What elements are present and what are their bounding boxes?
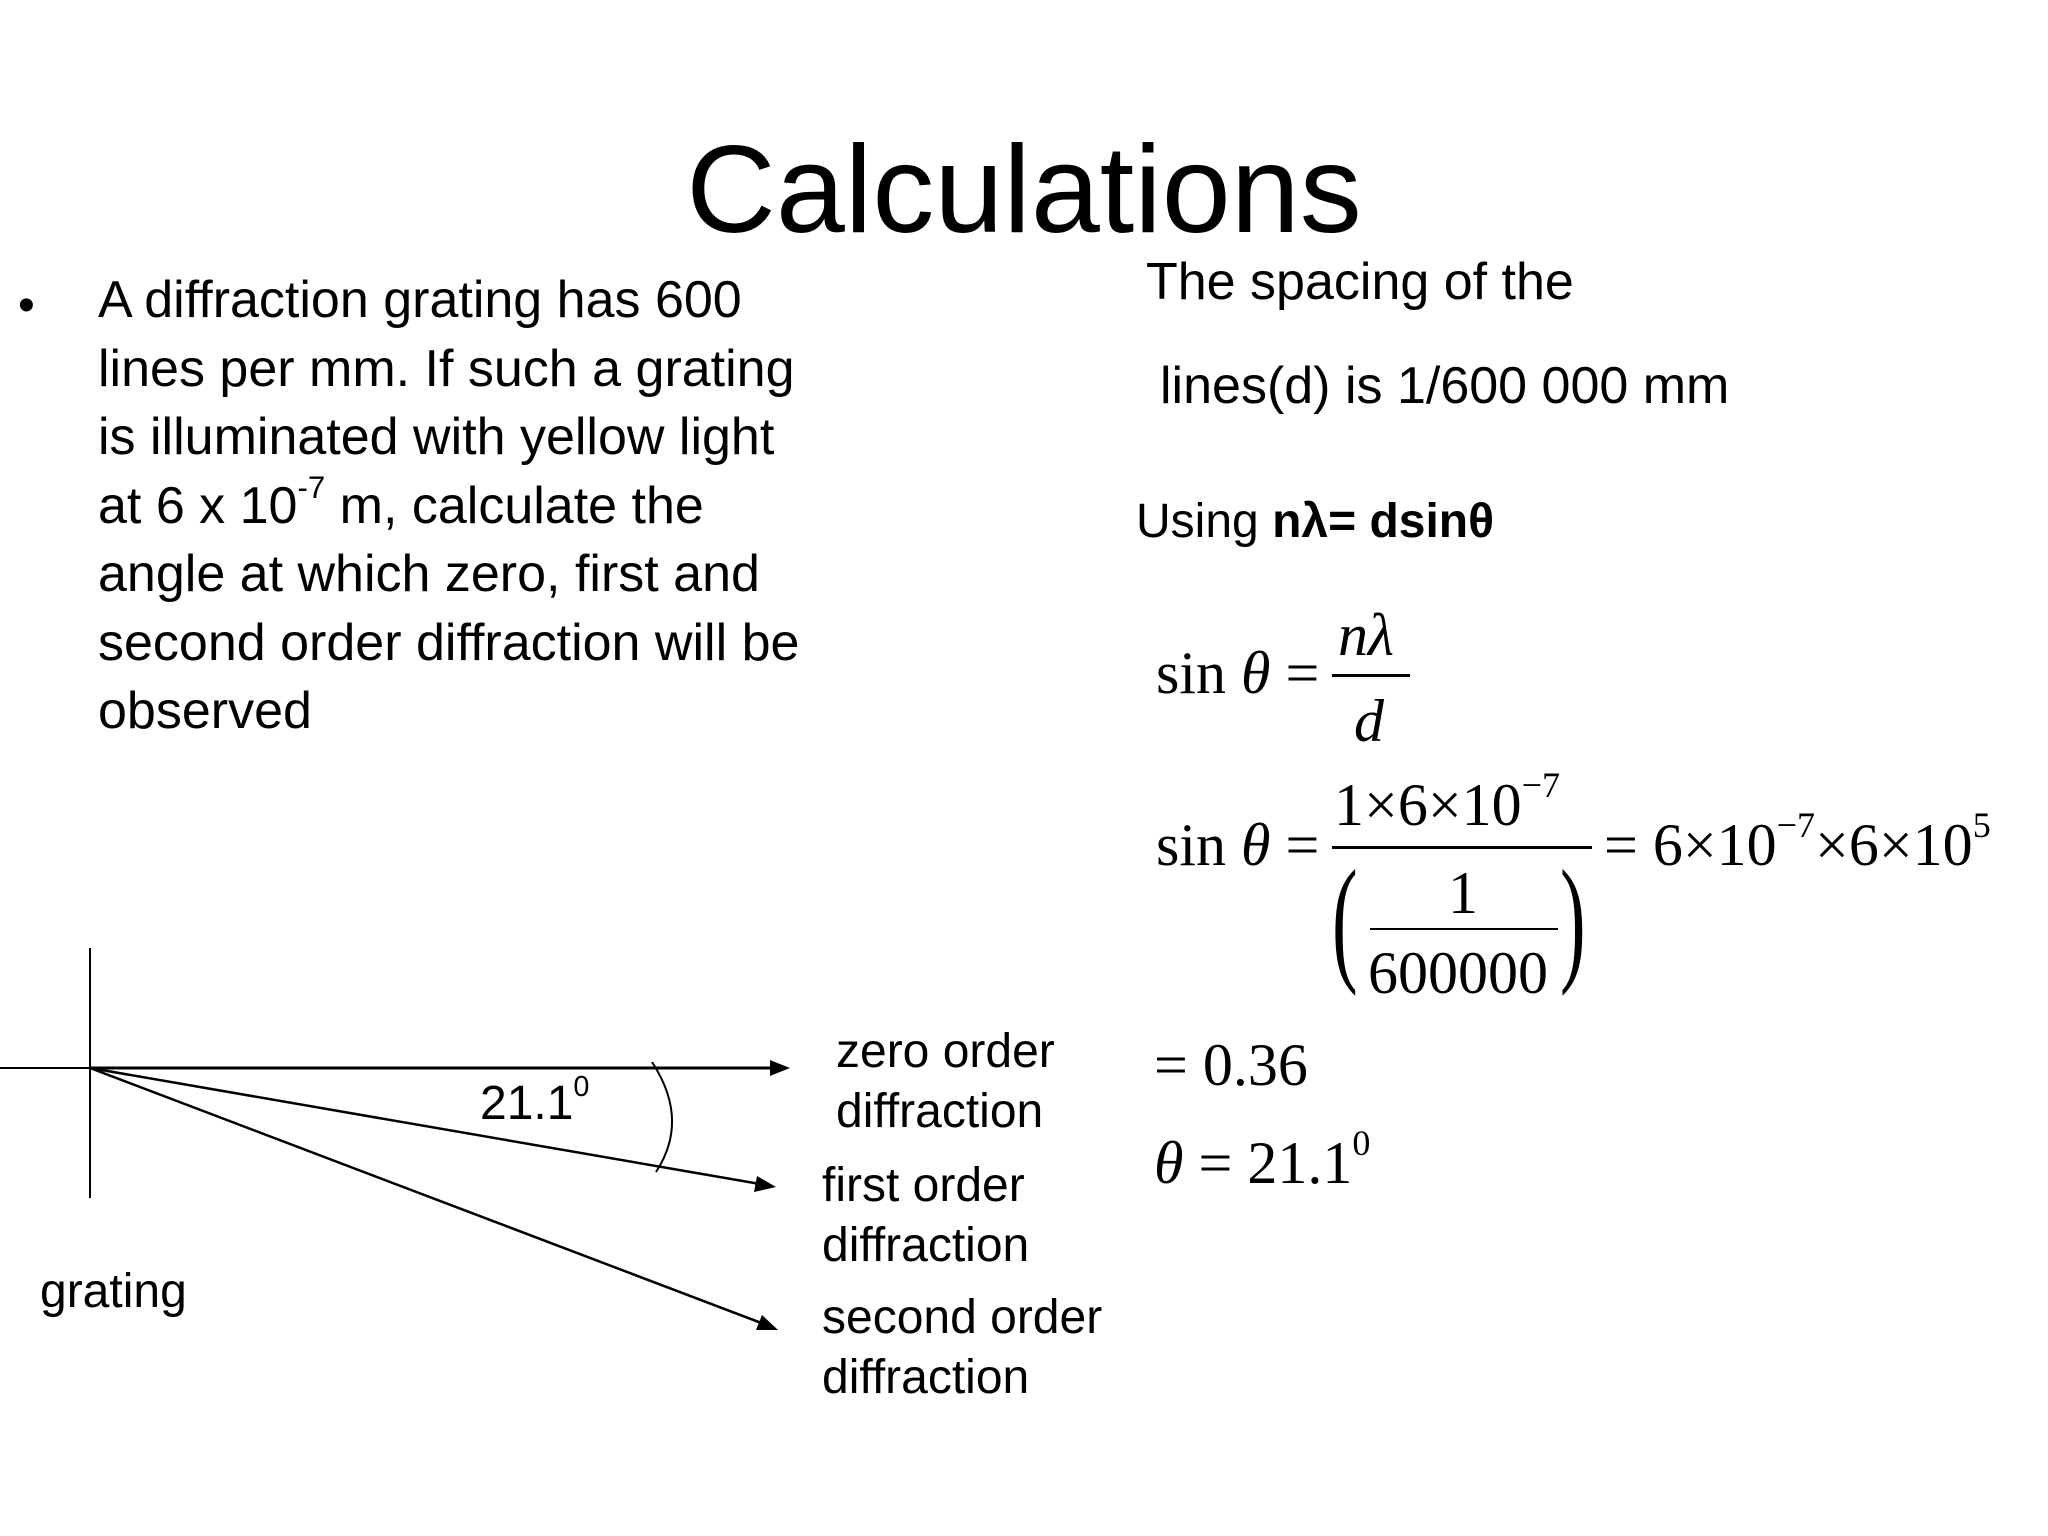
grating-label: grating <box>40 1265 187 1318</box>
rhs-text: ×6×10 <box>1815 812 1973 878</box>
numerator-text: 1×6×10 <box>1334 772 1522 838</box>
problem-line: second order diffraction will be <box>98 613 800 672</box>
open-paren: ( <box>1332 842 1358 997</box>
problem-line: is illuminated with yellow light <box>98 408 775 466</box>
formula-prefix: Using <box>1136 495 1273 548</box>
angle-arc <box>652 1062 672 1172</box>
exponent: −7 <box>1776 804 1815 845</box>
theta-var: θ <box>1241 812 1271 878</box>
theta-var: θ <box>1154 1130 1184 1196</box>
n-lambda: nλ <box>1338 602 1394 668</box>
exponent: -7 <box>297 469 326 505</box>
problem-line: A diffraction grating has 600 <box>98 271 742 329</box>
exponent: 5 <box>1972 804 1991 845</box>
problem-line: lines per mm. If such a grating <box>98 339 795 398</box>
first-order-arrowhead <box>754 1176 776 1192</box>
eq4-rhs: = 21.1 <box>1183 1130 1353 1196</box>
eq3: = 0.36 <box>1154 1032 1308 1098</box>
page-title: Calculations <box>686 121 1362 259</box>
problem-line-text: at 6 x 10 <box>98 476 298 535</box>
problem-line: angle at which zero, first and <box>98 545 760 603</box>
inner-numerator: 1 <box>1448 860 1478 926</box>
theta-var: θ <box>1241 640 1271 706</box>
equals-sign: = <box>1604 812 1638 878</box>
second-order-label <box>822 1288 1102 1408</box>
exponent: 0 <box>1352 1122 1371 1163</box>
second-order-ray <box>90 1068 764 1324</box>
zero-order-label <box>836 1022 1055 1142</box>
rhs-text: 6×10 <box>1652 812 1777 878</box>
close-paren: ) <box>1560 842 1586 997</box>
angle-label <box>480 1071 590 1134</box>
inner-denominator: 600000 <box>1368 940 1548 1006</box>
label-line: diffraction <box>822 1351 1030 1404</box>
first-order-label <box>822 1156 1029 1276</box>
bullet-marker: • <box>18 279 35 332</box>
label-line: second order <box>822 1291 1103 1344</box>
sin-func: sin <box>1156 640 1227 706</box>
problem-line: observed <box>98 682 312 740</box>
exponent: −7 <box>1521 764 1560 805</box>
second-order-arrowhead <box>756 1315 778 1330</box>
label-line: diffraction <box>836 1085 1044 1138</box>
grating-formula: nλ= dsinθ <box>1272 495 1495 548</box>
angle-value: 21.1 <box>480 1077 574 1130</box>
sin-func: sin <box>1156 812 1227 878</box>
equals-sign: = <box>1285 640 1320 706</box>
label-line: first order <box>822 1159 1025 1212</box>
zero-order-arrowhead <box>770 1060 790 1076</box>
label-line: zero order <box>836 1025 1055 1078</box>
problem-line-text: m, calculate the <box>325 476 704 535</box>
d-var: d <box>1354 688 1384 754</box>
spacing-text: lines(d) is 1/600 000 mm <box>1160 357 1730 415</box>
exponent: 0 <box>573 1071 590 1104</box>
label-line: diffraction <box>822 1219 1030 1272</box>
equals-sign: = <box>1285 812 1320 878</box>
spacing-text: The spacing of the <box>1146 253 1574 311</box>
